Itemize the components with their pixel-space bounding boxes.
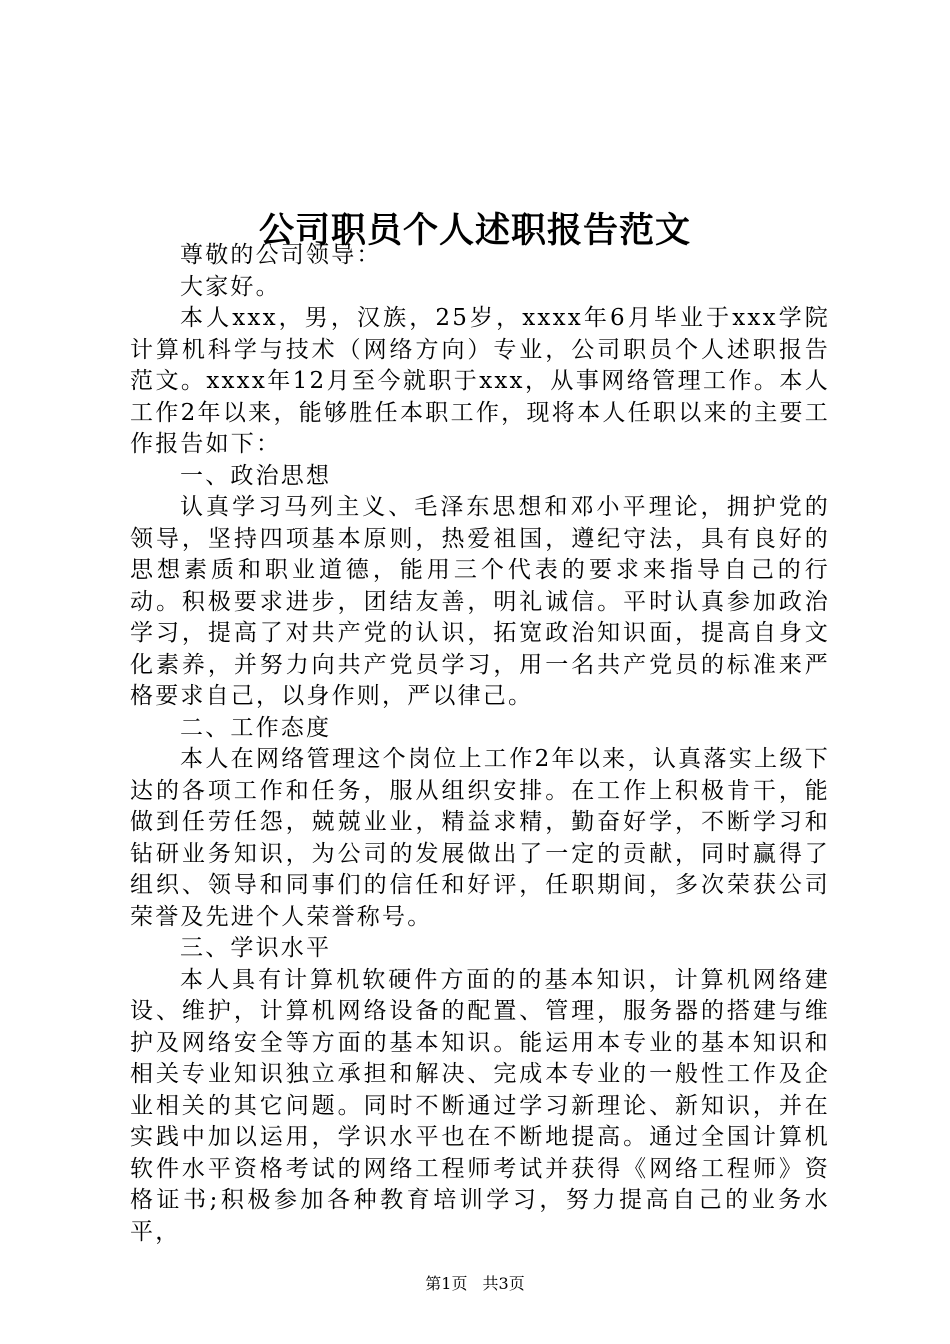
intro-paragraph: 本人xxx，男，汉族，25岁，xxxx年6月毕业于xxx学院计算机科学与技术（网络方向）专业，公司职员个人述职报告范文。xxxx年12月至今就职于xxx，从事网络管理工作。本人工作2年以来，能够胜任本职工作，现将本人任职以来的主要工作报告如下： xyxy=(130,305,830,457)
page-footer xyxy=(0,1274,950,1294)
greeting: 大家好。 xyxy=(180,273,281,300)
section-body-knowledge: 本人具有计算机软硬件方面的的基本知识，计算机网络建设、维护，计算机网络设备的配置、管理，服务器的搭建与维护及网络安全等方面的基本知识。能运用本专业的基本知识和相关专业知识独立承担和解决、完成本专业的一般性工作及企业相关的其它问题。同时不断通过学习新理论、新知识，并在实践中加以运用，学识水平也在不断地提高。通过全国计算机软件水平资格考试的网络工程师考试并获得《网络工程师》资格证书;积极参加各种教育培训学习，努力提高自己的业务水平， xyxy=(130,966,830,1245)
salutation: 尊敬的公司领导： xyxy=(180,242,382,268)
section-heading-politics: 一、政治思想 xyxy=(180,462,332,489)
document-body xyxy=(130,240,830,1248)
section-body-politics: 认真学习马列主义、毛泽东思想和邓小平理论，拥护党的领导，坚持四项基本原则，热爱祖国，遵纪守法，具有良好的思想素质和职业道德，能用三个代表的要求来指导自己的行动。积极要求进步，团结友善，明礼诚信。平时认真参加政治学习，提高了对共产党的认识，拓宽政治知识面，提高自身文化素养，并努力向共产党员学习，用一名共产党员的标准来严格要求自己，以身作则，严以律己。 xyxy=(130,494,830,709)
page-number: 第1页 xyxy=(425,1274,468,1293)
section-heading-attitude: 二、工作态度 xyxy=(180,714,332,741)
section-body-attitude: 本人在网络管理这个岗位上工作2年以来，认真落实上级下达的各项工作和任务，服从组织安排。在工作上积极肯干，能做到任劳任怨，兢兢业业，精益求精，勤奋好学，不断学习和钻研业务知识，为公司的发展做出了一定的贡献，同时赢得了组织、领导和同事们的信任和好评，任职期间，多次荣获公司荣誉及先进个人荣誉称号。 xyxy=(130,746,830,930)
page-total: 共3页 xyxy=(482,1274,525,1293)
section-heading-knowledge: 三、学识水平 xyxy=(180,935,332,961)
document-title: 公司职员个人述职报告范文 xyxy=(258,210,691,252)
